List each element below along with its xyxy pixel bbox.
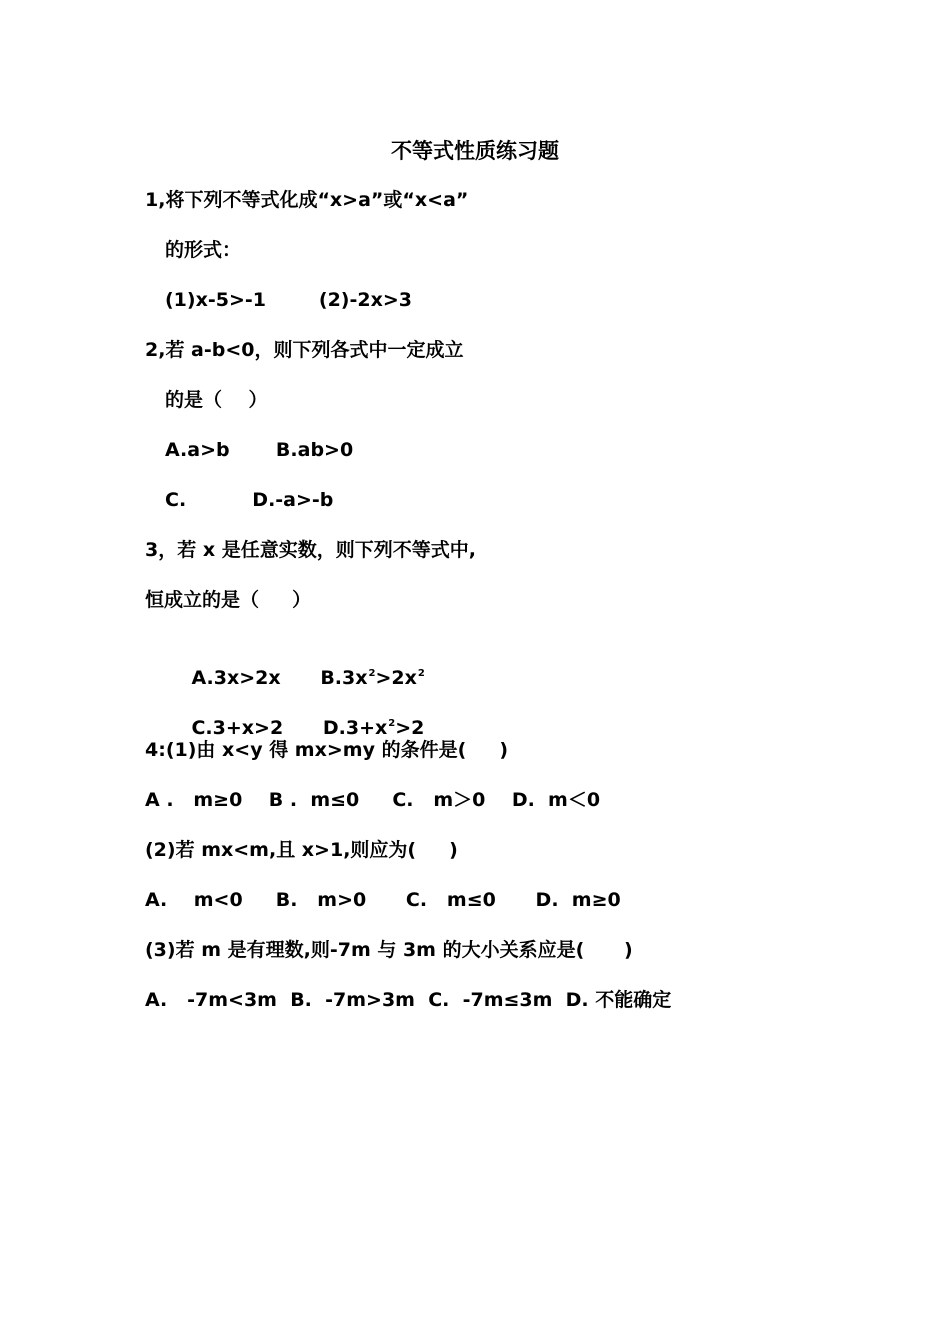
q1-items: (1)x-5>-1 (2)-2x>3 bbox=[165, 289, 412, 311]
q4-part2-options: A. m<0 B. m>0 C. m≤0 D. m≥0 bbox=[145, 889, 621, 911]
q4-part1-stem: 4:(1)由 x<y 得 mx>my 的条件是( ) bbox=[145, 739, 509, 761]
page-title: 不等式性质练习题 bbox=[391, 139, 559, 163]
q4-part2-stem: (2)若 mx<m,且 x>1,则应为( ) bbox=[145, 839, 458, 861]
q2-options-cd: C. D.-a>-b bbox=[165, 489, 334, 511]
q4-part3-stem: (3)若 m 是有理数,则-7m 与 3m 的大小关系应是( ) bbox=[145, 939, 633, 961]
q4-part3-options: A. -7m<3m B. -7m>3m C. -7m≤3m D. 不能确定 bbox=[145, 989, 672, 1011]
q1-stem: 1,将下列不等式化成“x>a”或“x<a” bbox=[145, 189, 469, 211]
q2-stem-cont: 的是（ ） bbox=[165, 389, 268, 411]
q3-option-c: C.3+x>2 bbox=[191, 717, 284, 739]
q2-options-ab: A.a>b B.ab>0 bbox=[165, 439, 354, 461]
q1-stem-cont: 的形式： bbox=[165, 239, 242, 261]
q3-option-b: $B.3x^2>2x^2$ bbox=[320, 667, 425, 689]
q3-option-a: A.3x>2x bbox=[191, 667, 281, 689]
q4-part1-options: A . m≥0 B . m≤0 C. m＞0 D. m＜0 bbox=[145, 789, 601, 811]
q3-stem-cont: 恒成立的是（ ） bbox=[145, 589, 312, 611]
q3-stem: 3，若 x 是任意实数，则下列不等式中, bbox=[145, 539, 476, 561]
q2-stem: 2,若 a-b<0，则下列各式中一定成立 bbox=[145, 339, 464, 361]
q3-option-d: $D.3+x^2>2$ bbox=[322, 717, 425, 739]
